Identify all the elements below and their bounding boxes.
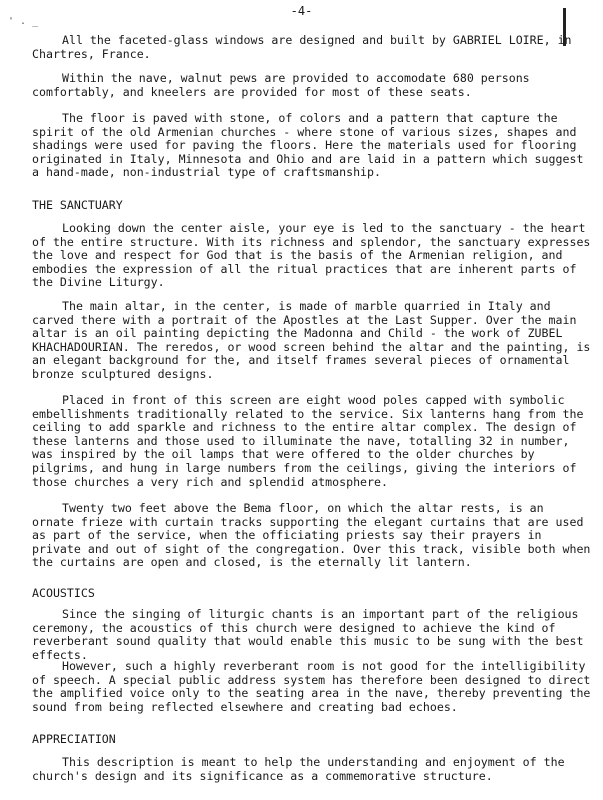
- heading-appreciation: APPRECIATION: [32, 732, 116, 746]
- heading-acoustics: ACOUSTICS: [32, 586, 95, 600]
- paragraph-frieze: Twenty two feet above the Bema floor, on which the altar rests, is an ornate frieze with curtain tracks supporting the elegant curtains that are used as part of the service, when the officiating priests say their prayers in private and out of sight of the congregation. Over this track, visible both when the curtains are open and closed, is the eternally lit lantern.: [32, 501, 591, 570]
- stray-mark: ' . _: [8, 16, 39, 27]
- paragraph-sanctuary: Looking down the center aisle, your eye is led to the sanctuary - the heart of the entire structure. With its richness and splendor, the sanctuary expresses the love and respect for God that is the basis of the Armenian religion, and embodies the expression of all the ritual practices that are inherent parts of the Divine Liturgy.: [32, 221, 591, 290]
- paragraph-floor: The floor is paved with stone, of colors and a pattern that capture the spirit of the old Armenian churches - where stone of various sizes, shapes and shadings were used for paving the floors. Here the materials used for flooring originated in Italy, Minnesota and Ohio and are laid in a pattern which suggest a hand-made, non-industrial type of craftsmanship.: [32, 111, 584, 180]
- paragraph-appreciation: This description is meant to help the understanding and enjoyment of the church's design and its significance as a commemorative structure.: [32, 755, 565, 783]
- paragraph-windows: All the faceted-glass windows are designed and built by GABRIEL LOIRE, in Chartres, France.: [32, 33, 572, 61]
- page-number: -4-: [290, 4, 313, 18]
- paragraph-pews: Within the nave, walnut pews are provided to accomodate 680 persons comfortably, and kneelers are provided for most of these seats.: [32, 71, 530, 99]
- paragraph-lanterns: Placed in front of this screen are eight wood poles capped with symbolic embellishments traditionally related to the service. Six lanterns hang from the ceiling to add sparkle and richness to the entire altar complex. The design of these lanterns and those used to illuminate the nave, totalling 32 in number, was inspired by the oil lamps that were offered to the older churches by pilgrims, and hung in large numbers from the ceilings, giving the interiors of those churches a very rich and splendid atmosphere.: [32, 393, 584, 489]
- heading-sanctuary: THE SANCTUARY: [32, 198, 123, 212]
- paragraph-public-address: However, such a highly reverberant room is not good for the intelligibility of speech. A special public address system has therefore been designed to direct the amplified voice only to the seating area in the nave, thereby preventing the sound from being reflected elsewhere and creating bad echoes.: [32, 659, 591, 714]
- paragraph-altar: The main altar, in the center, is made of marble quarried in Italy and carved there with a portrait of the Apostles at the Last Supper. Over the main altar is an oil painting depicting the Madonna and Child - the work of ZUBEL KHACHADOURIAN. The reredos, or wood screen behind the altar and the painting, is an elegant background for the, and itself frames several pieces of ornamental bronze sculptured designs.: [32, 299, 591, 381]
- paragraph-acoustics: Since the singing of liturgic chants is an important part of the religious ceremony, the acoustics of this church were designed to achieve the kind of reverberant sound quality that would enable this music to be sung with the best effects.: [32, 607, 584, 662]
